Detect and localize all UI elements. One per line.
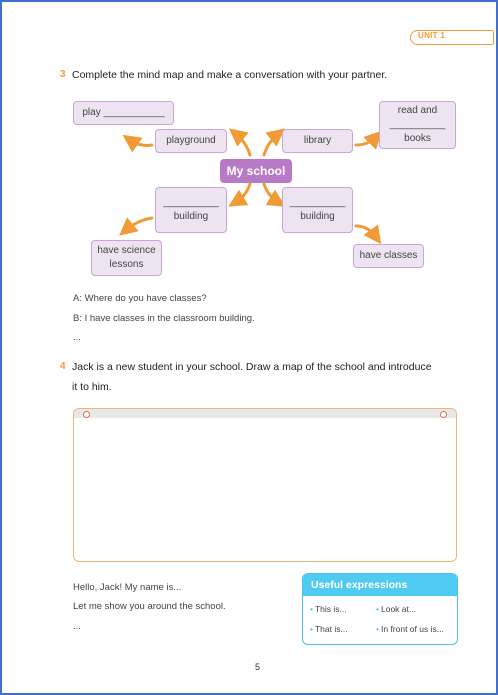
mindmap-playground-text: playground [166, 135, 216, 146]
unit-label: UNIT 1 [418, 31, 446, 40]
bullet-icon: • [376, 624, 379, 634]
task-3-dialog-line-3: ... [73, 332, 81, 343]
mindmap-left-building-blank: __________ [163, 197, 219, 208]
task-4-number: 4 [60, 361, 66, 372]
task-3-instruction: Complete the mind map and make a conversation with your partner. [72, 69, 388, 81]
useful-expression-text: Look at... [380, 604, 416, 614]
pin-icon [440, 411, 447, 418]
bullet-icon: • [310, 624, 313, 634]
useful-expression-text: That is... [314, 624, 348, 634]
mindmap-play-text: play ___________ [82, 107, 165, 118]
task-4-dialog-line-1: Hello, Jack! My name is... [73, 582, 182, 593]
useful-expressions-title: Useful expressions [303, 574, 457, 596]
bullet-icon: • [376, 604, 379, 614]
mindmap-have-classes-box [353, 244, 424, 268]
mindmap-playground-box [155, 129, 227, 153]
useful-expression-item [376, 624, 444, 634]
mindmap-left-building-text: building [173, 211, 209, 222]
task-3-dialog-line-1: A: Where do you have classes? [73, 293, 207, 304]
mindmap-read-blank: __________ [389, 119, 446, 130]
arrow-to-read-books [356, 137, 376, 145]
mindmap-play-box [73, 101, 174, 125]
mindmap-center-box [220, 159, 292, 183]
drawing-area-top-strip [74, 409, 456, 418]
task-4-instruction-line-2: it to him. [72, 381, 112, 393]
page-number: 5 [255, 662, 261, 672]
mindmap-right-building-box [282, 187, 353, 233]
mindmap-have-classes-text: have classes [359, 250, 418, 261]
useful-expression-text: This is... [314, 604, 347, 614]
mindmap-have-science-box [91, 240, 162, 276]
arrow-to-right-building [264, 184, 278, 202]
useful-expression-item [310, 604, 347, 614]
arrow-to-have-classes [356, 226, 376, 237]
mindmap-right-building-blank: __________ [289, 197, 346, 208]
arrow-to-left-building [236, 184, 250, 202]
task-4-dialog-line-3: ... [73, 621, 81, 632]
useful-expression-item [376, 604, 416, 614]
mindmap-have-science-text: have science [97, 245, 156, 256]
mindmap-library-box [282, 129, 353, 153]
arrow-to-playground [236, 134, 250, 155]
mindmap-right-building-text: building [300, 211, 335, 222]
arrow-to-play [130, 140, 152, 145]
mindmap-left-building-box [155, 187, 227, 233]
task-3-number: 3 [60, 69, 66, 80]
mindmap-library-text: library [303, 135, 332, 146]
task-4-dialog-line-2: Let me show you around the school. [73, 601, 226, 612]
pin-icon [83, 411, 90, 418]
useful-expression-text: In front of us is... [380, 624, 444, 634]
mindmap-books-text: books [404, 133, 431, 144]
mindmap-read-books-box [379, 101, 456, 149]
mindmap-read-and-text: read and [397, 105, 438, 116]
bullet-icon: • [310, 604, 313, 614]
task-4-instruction-line-1: Jack is a new student in your school. Draw a map of the school and introduce [72, 361, 432, 373]
arrow-to-have-science [126, 218, 152, 230]
arrow-to-library [264, 134, 278, 155]
mindmap-center-text: My school [226, 164, 286, 178]
mindmap-lessons-text: lessons [109, 259, 144, 270]
map-drawing-area[interactable] [73, 408, 457, 562]
useful-expression-item [310, 624, 348, 634]
useful-expressions-box [302, 573, 458, 645]
task-3-dialog-line-2: B: I have classes in the classroom building. [73, 313, 255, 324]
